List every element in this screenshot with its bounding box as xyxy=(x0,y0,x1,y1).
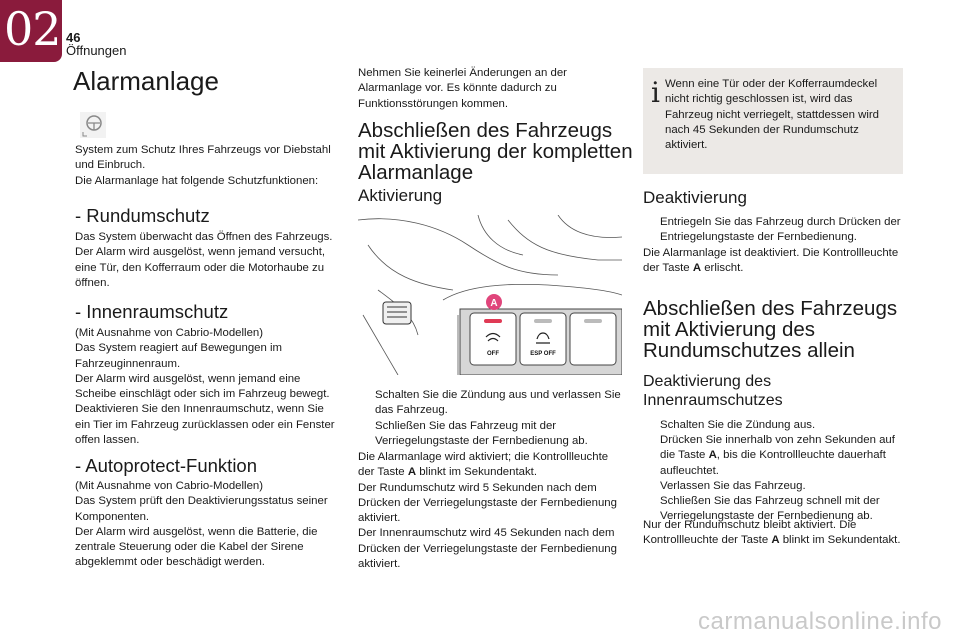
lock-full-title: Abschließen des Fahrzeugs mit Aktivierung der kompletten Alarmanlage xyxy=(358,119,633,184)
list-item: Drücken Sie innerhalb von zehn Sekunden auf die Taste A, bis die Kontrollleuchte dauerhaft aufleuchtet. xyxy=(660,434,895,477)
steering-wheel-icon xyxy=(80,112,106,138)
svg-text:ESP OFF: ESP OFF xyxy=(530,351,556,357)
activation-result: Die Alarmanlage wird aktiviert; die Kontrollleuchte der Taste A blinkt im Sekundentakt. Der Rundumschutz wird 5 Sekunden nach dem Drücken der Verriegelungstaste der Fernbedienung aktiviert. Der Innenraumschutz wird 45 Sekunden nach dem Drücken der Verriegelungstaste der Fernbedienung aktiviert. xyxy=(358,451,617,571)
innenraumschutz-text: (Mit Ausnahme von Cabrio-Modellen) Das System reagiert auf Bewegungen im Fahrzeuginnenraum. Der Alarm wird ausgelöst, wenn jemand eine Scheibe einschlägt oder sich im Fahrzeug bewegt. Deaktivieren Sie den Innenraumschutz, wenn Sie ein Tier im Fahrzeug zurücklassen oder ein Fenster offen lassen. xyxy=(75,327,335,447)
list-item: Entriegeln Sie das Fahrzeug durch Drücken der Entriegelungstaste der Fernbedienung. xyxy=(660,216,901,244)
deactivation-title: Deaktivierung xyxy=(643,188,747,207)
callout-a xyxy=(486,294,502,310)
chapter-tab xyxy=(0,0,62,62)
col2-intro: Nehmen Sie keinerlei Änderungen an der Alarmanlage vor. Es könnte dadurch zu Funktionsstörungen kommen. xyxy=(358,67,567,110)
air-vent-icon xyxy=(383,302,411,324)
svg-text:OFF: OFF xyxy=(487,351,499,357)
chapter-number: 02 xyxy=(4,2,61,56)
svg-text:A: A xyxy=(490,298,498,309)
autoprotect-title: - Autoprotect-Funktion xyxy=(75,455,258,476)
rundumschutz-text: Das System überwacht das Öffnen des Fahrzeugs. Der Alarm wird ausgelöst, wenn jemand versucht, eine Tür, den Kofferraum oder die Motorhaube zu öffnen. xyxy=(75,231,333,289)
blank-button xyxy=(570,313,616,365)
dashboard-illustration xyxy=(358,215,622,375)
page-number: 46 xyxy=(66,30,81,45)
deactivation-interior-title: Deaktivierung des Innenraumschutzes xyxy=(643,373,783,409)
rundumschutz-title: - Rundumschutz xyxy=(75,205,210,226)
list-item: Verlassen Sie das Fahrzeug. xyxy=(660,480,806,492)
autoprotect-text: (Mit Ausnahme von Cabrio-Modellen) Das System prüft den Deaktivierungsstatus seiner Komponenten. Der Alarm wird ausgelöst, wenn die Batterie, die zentrale Steuerung oder die Kabel der Sirene abgeklemmt oder beschädigt werden. xyxy=(75,480,328,569)
deactivation-result: Die Alarmanlage ist deaktiviert. Die Kontrollleuchte der Taste A erlischt. xyxy=(643,247,899,275)
info-box xyxy=(643,68,903,174)
lock-perimeter-title: Abschließen des Fahrzeugs mit Aktivierung des Rundumschutzes allein xyxy=(643,297,898,362)
list-item: Schließen Sie das Fahrzeug mit der Verriegelungstaste der Fernbedienung ab. xyxy=(375,420,588,448)
info-text: Wenn eine Tür oder der Kofferraumdeckel nicht richtig geschlossen ist, wird das Fahrzeug nicht verriegelt, stattdessen wird nach 45 Sekunden der Rundumschutz aktiviert. xyxy=(665,78,879,152)
perimeter-result: Nur der Rundumschutz bleibt aktiviert. Die Kontrollleuchte der Taste A blinkt im Sekundentakt. xyxy=(643,519,901,547)
list-item: Schalten Sie die Zündung aus und verlassen Sie das Fahrzeug. xyxy=(375,389,621,417)
esp-off-button-icon xyxy=(520,313,566,365)
watermark: carmanualsonline.info xyxy=(698,608,942,635)
info-icon: i xyxy=(651,76,660,109)
list-item: Schließen Sie das Fahrzeug schnell mit der Verriegelungstaste der Fernbedienung ab. xyxy=(660,495,880,523)
intro-text: System zum Schutz Ihres Fahrzeugs vor Diebstahl und Einbruch. Die Alarmanlage hat folgende Schutzfunktionen: xyxy=(75,144,331,187)
main-title: Alarmanlage xyxy=(73,66,219,96)
list-item: Schalten Sie die Zündung aus. xyxy=(660,419,816,431)
section-title: Öffnungen xyxy=(66,43,127,58)
innenraumschutz-title: - Innenraumschutz xyxy=(75,301,229,322)
alarm-off-button-icon xyxy=(470,313,516,365)
activation-title: Aktivierung xyxy=(358,186,443,205)
